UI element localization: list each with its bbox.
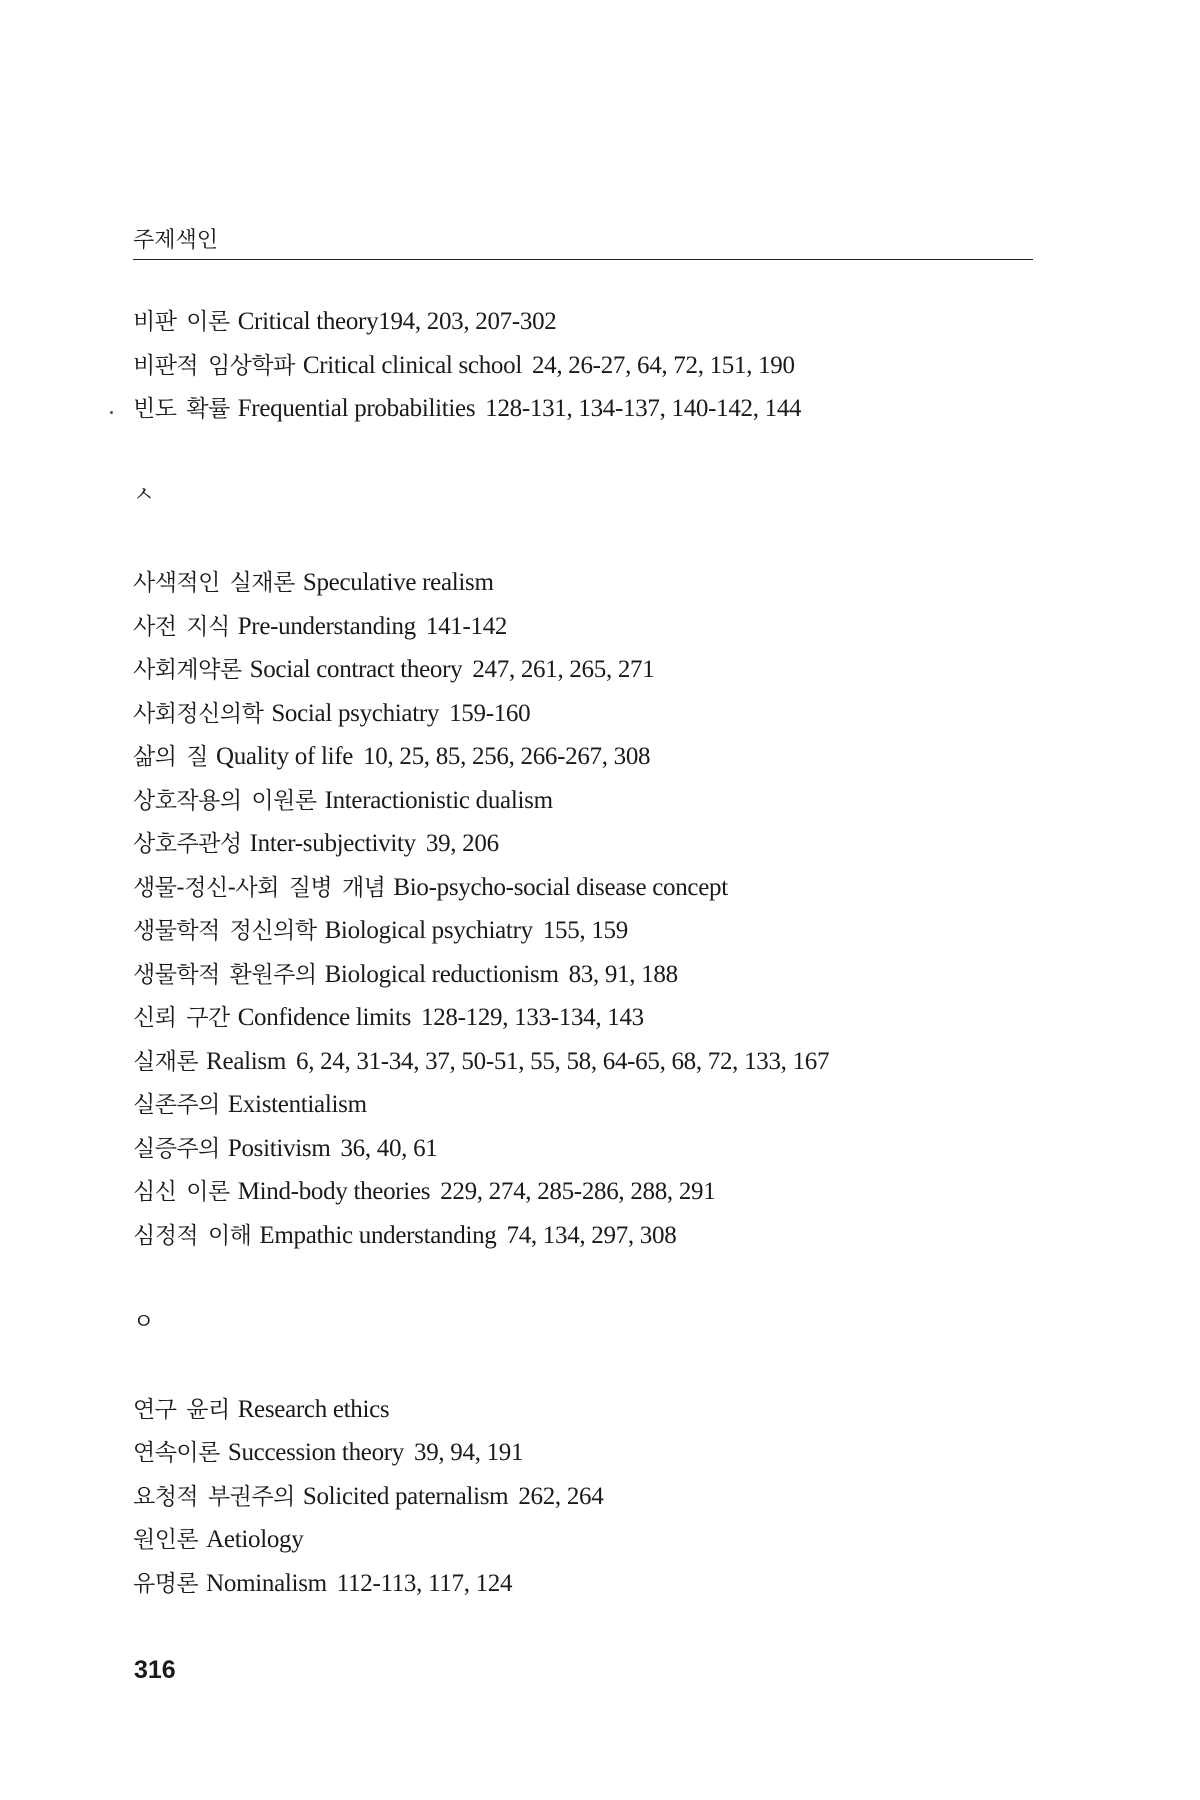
index-term-english: Critical clinical school xyxy=(302,351,522,379)
index-entry xyxy=(133,909,1073,953)
index-entry xyxy=(133,866,1073,910)
index-term-english: Aetiology xyxy=(206,1526,304,1553)
index-term-korean: 상호작용의 이원론 xyxy=(133,787,317,814)
index-term-korean: 연속이론 xyxy=(133,1440,220,1466)
index-term-korean: 생물학적 정신의학 xyxy=(133,918,317,944)
index-entry xyxy=(133,996,1073,1040)
running-header xyxy=(133,226,1033,260)
index-term-english: Realism xyxy=(206,1047,286,1075)
index-entry xyxy=(133,1083,1073,1127)
index-term-english: Interactionistic dualism xyxy=(324,786,553,814)
index-entry xyxy=(133,735,1073,779)
index-term-korean: 생물학적 환원주의 xyxy=(133,961,317,988)
index-term-korean: 사전 지식 xyxy=(133,613,230,640)
index-term-english: Inter-subjectivity xyxy=(249,830,416,857)
index-term-korean: 비판적 임상학파 xyxy=(133,352,295,379)
index-term-english: Pre-understanding xyxy=(237,612,416,640)
index-term-korean: 연구 윤리 xyxy=(133,1396,230,1423)
index-page-refs: 141-142 xyxy=(425,612,508,640)
index-page-refs: 24, 26-27, 64, 72, 151, 190 xyxy=(531,351,795,379)
index-term-korean: 사회계약론 xyxy=(133,657,242,683)
index-term-english: Quality of life xyxy=(215,743,354,770)
index-page-refs: 10, 25, 85, 256, 266-267, 308 xyxy=(363,743,651,770)
index-term-english: Biological reductionism xyxy=(324,960,559,988)
index-term-korean: 상호주관성 xyxy=(133,831,242,857)
index-entry xyxy=(133,953,1073,997)
index-page-refs: 74, 134, 297, 308 xyxy=(506,1221,677,1249)
index-page-refs: 36, 40, 61 xyxy=(340,1134,438,1162)
index-term-korean: 요청적 부권주의 xyxy=(133,1483,295,1510)
header-rule xyxy=(133,259,1033,260)
index-entry xyxy=(133,692,1073,736)
index-page-refs: 128-131, 134-137, 140-142, 144 xyxy=(485,395,802,422)
index-term-korean: 비판 이론 xyxy=(133,309,230,335)
section-spacer xyxy=(133,1344,1073,1388)
index-entry xyxy=(133,1214,1073,1258)
section-spacer xyxy=(133,1257,1073,1301)
index-entry xyxy=(133,387,1073,431)
index-term-korean: 실존주의 xyxy=(133,1092,220,1118)
index-term-korean: 실증주의 xyxy=(133,1135,220,1162)
index-term-korean: 삶의 질 xyxy=(133,744,208,770)
index-entry xyxy=(133,1040,1073,1084)
section-letter: ㅇ xyxy=(133,1309,155,1335)
section-letter: ㅅ xyxy=(133,483,155,508)
index-term-english: Existentialism xyxy=(227,1091,367,1118)
index-entry xyxy=(133,779,1073,823)
scan-speck xyxy=(110,411,113,414)
index-term-korean: 빈도 확률 xyxy=(133,396,230,422)
index-page-refs: 83, 91, 188 xyxy=(568,960,678,988)
index-term-english: Frequential probabilities xyxy=(237,395,476,422)
index-term-english: Succession theory xyxy=(227,1439,404,1466)
index-entry xyxy=(133,605,1073,649)
index-entry xyxy=(133,1562,1073,1606)
index-term-korean: 사회정신의학 xyxy=(133,700,264,727)
index-term-english: Social contract theory xyxy=(249,656,463,683)
index-term-korean: 심신 이론 xyxy=(133,1179,230,1205)
index-term-korean: 생물-정신-사회 질병 개념 xyxy=(133,874,386,901)
index-term-korean: 원인론 xyxy=(133,1527,199,1553)
index-entry xyxy=(133,822,1073,866)
index-entry xyxy=(133,561,1073,605)
index-term-english: Biological psychiatry xyxy=(324,917,533,944)
index-term-english: Empathic understanding xyxy=(259,1221,497,1249)
index-page-refs: 39, 94, 191 xyxy=(414,1439,524,1466)
index-entry xyxy=(133,344,1073,388)
index-entry xyxy=(133,300,1073,344)
index-entry xyxy=(133,1475,1073,1519)
index-term-english: Critical theory194, 203, 207-302 xyxy=(237,308,557,335)
index-page-refs: 112-113, 117, 124 xyxy=(336,1569,513,1597)
index-term-english: Confidence limits xyxy=(237,1004,412,1031)
index-term-korean: 실재론 xyxy=(133,1048,199,1075)
index-entry xyxy=(133,1170,1073,1214)
page-number: 316 xyxy=(134,1656,176,1684)
index-page-refs: 39, 206 xyxy=(425,830,499,857)
index-entry xyxy=(133,648,1073,692)
index-entry xyxy=(133,1127,1073,1171)
index-term-english: Positivism xyxy=(227,1134,331,1162)
section-spacer xyxy=(133,518,1073,562)
index-term-korean: 사색적인 실재론 xyxy=(133,570,295,596)
index-page-refs: 159-160 xyxy=(449,699,531,727)
section-spacer xyxy=(133,431,1073,475)
index-term-english: Speculative realism xyxy=(302,569,494,596)
index-term-english: Research ethics xyxy=(237,1395,390,1423)
index-page-refs: 247, 261, 265, 271 xyxy=(472,656,655,683)
index-page-refs: 155, 159 xyxy=(542,917,628,944)
index-page-refs: 128-129, 133-134, 143 xyxy=(421,1004,644,1031)
index-term-english: Social psychiatry xyxy=(271,699,440,727)
index-page-refs: 6, 24, 31-34, 37, 50-51, 55, 58, 64-65, 68, 72, 133, 167 xyxy=(296,1047,830,1075)
index-term-english: Nominalism xyxy=(206,1569,327,1597)
index-entry xyxy=(133,1431,1073,1475)
index-term-korean: 심정적 이해 xyxy=(133,1222,252,1249)
index-entry xyxy=(133,1518,1073,1562)
index-term-korean: 유명론 xyxy=(133,1570,199,1597)
index-page-refs: 229, 274, 285-286, 288, 291 xyxy=(440,1178,716,1205)
index-page-refs: 262, 264 xyxy=(518,1482,604,1510)
index-term-korean: 신뢰 구간 xyxy=(133,1005,230,1031)
index-term-english: Mind-body theories xyxy=(237,1178,431,1205)
index-entry xyxy=(133,1388,1073,1432)
subject-index xyxy=(133,300,1073,1605)
index-term-english: Solicited paternalism xyxy=(302,1482,509,1510)
running-title: 주제색인 xyxy=(133,228,219,253)
index-term-english: Bio-psycho-social disease concept xyxy=(393,873,728,901)
